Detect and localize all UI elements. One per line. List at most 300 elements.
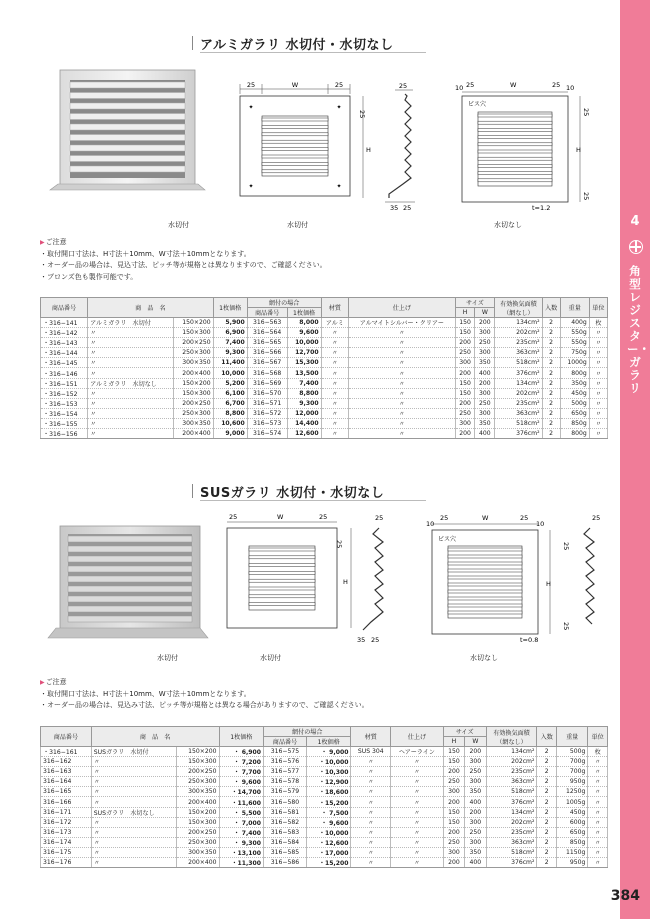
- table-cell: 316−574: [247, 429, 287, 439]
- table-cell: 2: [542, 408, 560, 418]
- col-name: 商 品 名: [88, 298, 214, 318]
- table-cell: ・18,600: [306, 787, 351, 797]
- table-cell: 316−570: [247, 388, 287, 398]
- table-cell: 450g: [556, 807, 587, 817]
- table-row: [41, 827, 608, 837]
- table-cell: 〃: [391, 767, 444, 777]
- table-cell: 〃: [351, 767, 391, 777]
- table-cell: 316−569: [247, 378, 287, 388]
- table-cell: 〃: [589, 348, 607, 358]
- table-cell: 134cm²: [495, 318, 542, 328]
- dim-25: 25: [246, 81, 256, 89]
- table-cell: 200×400: [173, 429, 213, 439]
- table-cell: ・15,200: [306, 797, 351, 807]
- table-cell: 〃: [588, 817, 608, 827]
- table-cell: 〃: [88, 338, 174, 348]
- table-cell: 6,900: [213, 328, 247, 338]
- table-cell: ・15,200: [306, 858, 351, 868]
- table-cell: 7,400: [287, 378, 321, 388]
- table-cell: 枚: [589, 318, 607, 328]
- table-cell: 300: [475, 408, 495, 418]
- table-cell: 〃: [588, 787, 608, 797]
- table-cell: 150: [455, 378, 475, 388]
- table-cell: 9,300: [287, 398, 321, 408]
- svg-text:25: 25: [562, 622, 570, 631]
- table-cell: 200: [455, 368, 475, 378]
- sus-drawing-front-no-drain: [420, 512, 600, 647]
- table-row: [41, 378, 608, 388]
- table-cell: 316−567: [247, 358, 287, 368]
- table-row: [41, 777, 608, 787]
- table-cell: 316−583: [264, 827, 307, 837]
- table-cell: 〃: [349, 408, 455, 418]
- table-cell: ・11,300: [219, 858, 264, 868]
- table-cell: ・316−145: [41, 358, 88, 368]
- table-cell: 〃: [588, 767, 608, 777]
- table-cell: ・316−141: [41, 318, 88, 328]
- table-cell: ・ 9,300: [219, 837, 264, 847]
- table-cell: 〃: [391, 797, 444, 807]
- table-cell: 〃: [321, 338, 349, 348]
- svg-text:35: 35: [357, 636, 366, 644]
- table-cell: 150×300: [173, 388, 213, 398]
- table-cell: 316−582: [264, 817, 307, 827]
- table-cell: 316−164: [41, 777, 92, 787]
- table-cell: 150×200: [173, 318, 213, 328]
- table-cell: 200: [455, 398, 475, 408]
- col-qty: 入数: [542, 298, 560, 318]
- table-cell: 2: [537, 827, 557, 837]
- table-cell: ・ 9,600: [219, 777, 264, 787]
- section2-rule: [200, 500, 426, 501]
- table-cell: 350: [475, 418, 495, 428]
- table-cell: 316−176: [41, 858, 92, 868]
- table-cell: 〃: [351, 837, 391, 847]
- table-cell: 〃: [91, 858, 176, 868]
- table-cell: 〃: [589, 378, 607, 388]
- table-cell: ・ 9,000: [306, 747, 351, 757]
- table-cell: 〃: [88, 429, 174, 439]
- table-cell: 600g: [556, 817, 587, 827]
- svg-text:W: W: [277, 513, 284, 521]
- table-cell: 〃: [91, 777, 176, 787]
- table-row: [41, 858, 608, 868]
- drawing-front-no-drain: [448, 80, 598, 215]
- table-cell: 300: [465, 817, 486, 827]
- table-cell: 200: [443, 858, 464, 868]
- note-line: ・オーダー品の場合は、見込み寸法、ピッチ等が規格とは異なる場合がありますので、ご確認ください。: [40, 701, 369, 709]
- table-cell: SUSガラリ 水切付: [91, 747, 176, 757]
- table-cell: 〃: [391, 827, 444, 837]
- table-cell: 300: [475, 328, 495, 338]
- table-cell: 316−162: [41, 757, 92, 767]
- table-cell: 〃: [589, 418, 607, 428]
- table-cell: 300: [465, 757, 486, 767]
- table-cell: 〃: [91, 797, 176, 807]
- svg-text:✦: ✦: [248, 104, 254, 111]
- table-cell: 150: [455, 318, 475, 328]
- dim-w: W: [291, 81, 299, 89]
- table-cell: 〃: [588, 777, 608, 787]
- table-cell: 400: [465, 858, 486, 868]
- table-cell: 150: [443, 817, 464, 827]
- svg-text:25: 25: [229, 513, 238, 521]
- table-cell: ・316−153: [41, 398, 88, 408]
- table-cell: 2: [537, 777, 557, 787]
- svg-text:25: 25: [562, 542, 570, 551]
- table-cell: 250×300: [173, 348, 213, 358]
- svg-text:t=0.8: t=0.8: [520, 636, 539, 644]
- table-cell: 200×250: [176, 767, 219, 777]
- table-cell: 8,000: [287, 318, 321, 328]
- table-cell: 〃: [321, 368, 349, 378]
- svg-text:25: 25: [582, 108, 590, 117]
- table-cell: 2: [542, 328, 560, 338]
- table-cell: 〃: [321, 388, 349, 398]
- table-cell: 〃: [349, 388, 455, 398]
- table-cell: 2: [542, 368, 560, 378]
- table-cell: 316−577: [264, 767, 307, 777]
- svg-text:10: 10: [536, 520, 545, 528]
- table-cell: 200: [465, 747, 486, 757]
- table-cell: 13,500: [287, 368, 321, 378]
- table-cell: ・316−155: [41, 418, 88, 428]
- table-cell: 〃: [88, 358, 174, 368]
- table-cell: 316−584: [264, 837, 307, 847]
- table-cell: 235cm²: [486, 827, 537, 837]
- dim-25: 25: [334, 81, 344, 89]
- table-cell: 〃: [588, 827, 608, 837]
- table-cell: 316−564: [247, 328, 287, 338]
- table-cell: 〃: [391, 787, 444, 797]
- table-cell: 2: [537, 747, 557, 757]
- table-cell: 14,400: [287, 418, 321, 428]
- table-cell: ・ 9,600: [306, 817, 351, 827]
- table-cell: 〃: [589, 358, 607, 368]
- table-cell: 500g: [556, 747, 587, 757]
- section1-title: アルミガラリ 水切付・水切なし: [200, 34, 420, 53]
- table-cell: 10,600: [213, 418, 247, 428]
- table-cell: 〃: [88, 398, 174, 408]
- table-cell: 〃: [588, 837, 608, 847]
- aluminum-spec-table: 商品番号 商 品 名 1枚価格 網付の場合 材質 仕上げ サイズ 有効換気面積 （網なし） 入数 重量 単位 商品番号 1枚価格 H W ・316−141 アルミガラリ 水切付 150×200 5,900 316−563 8,000 アルミ アルマイトシルバー・クリアー 150 200 134cm² 2 400g 枚 ・316−142 〃 150×300 6,900 316−564 9,600 〃 〃 150 300 202cm² 2 550g 〃 ・316−143 〃 200×250 7,400 316−565 10,000 〃 〃 200 250 235cm² 2 550g 〃 ・316−144 〃 250×300 9,300 316−566 12,700 〃 〃 250 300 363cm² 2 750g 〃 ・316−145 〃 300×350 11,400 316−567 15,300 〃 〃 300 350 518cm² 2 1000g 〃 ・316−146 〃 200×400 10,000 316−568 13,500 〃 〃 200 400 376cm² 2 800g 〃 ・316−151 アルミガラリ 水切なし 150×200 5,200 316−569 7,400 〃 〃 150 200 134cm² 2 350g 〃 ・316−152 〃 150×300 6,100 316−570 8,800 〃 〃 150 300 202cm² 2 450g 〃 ・316−153 〃 200×250 6,700 316−571 9,300 〃 〃 200 250 235cm² 2 500g 〃 ・316−154 〃 250×300 8,800 316−572 12,000 〃 〃 250 300 363cm² 2 650g 〃 ・316−155 〃 300×350 10,600 316−573 14,400 〃 〃 300 350 518cm² 2 850g 〃 ・316−156 〃 200×400 9,000 316−574 12,600 〃 〃 200 400 376cm² 2 800g 〃: [40, 297, 608, 439]
- table-cell: ・10,000: [306, 827, 351, 837]
- table-cell: 2: [537, 797, 557, 807]
- table-row: [41, 797, 608, 807]
- table-cell: 〃: [88, 388, 174, 398]
- table-cell: 6,700: [213, 398, 247, 408]
- table-cell: 200×250: [173, 338, 213, 348]
- table-cell: 350: [465, 787, 486, 797]
- table-cell: 150×300: [176, 817, 219, 827]
- table-cell: 200: [475, 318, 495, 328]
- table-cell: 150×300: [173, 328, 213, 338]
- svg-text:25: 25: [358, 110, 366, 119]
- table-cell: 200: [443, 767, 464, 777]
- table-cell: 12,700: [287, 348, 321, 358]
- table-cell: 〃: [589, 368, 607, 378]
- table-cell: 〃: [321, 418, 349, 428]
- table-cell: 〃: [589, 408, 607, 418]
- table-cell: 8,800: [287, 388, 321, 398]
- table-cell: 〃: [88, 368, 174, 378]
- table-cell: 300: [475, 388, 495, 398]
- table-cell: 2: [537, 757, 557, 767]
- table-cell: 1150g: [556, 847, 587, 857]
- table-row: [41, 338, 608, 348]
- table-cell: 〃: [351, 757, 391, 767]
- table-cell: 450g: [560, 388, 589, 398]
- table-cell: 〃: [351, 847, 391, 857]
- table-row: [41, 787, 608, 797]
- table-cell: 376cm²: [486, 797, 537, 807]
- table-cell: 316−573: [247, 418, 287, 428]
- table-cell: 12,000: [287, 408, 321, 418]
- table-cell: ・10,000: [306, 757, 351, 767]
- caption-2: 水切付: [287, 221, 308, 229]
- register-icon: [629, 240, 643, 254]
- table-cell: 〃: [391, 777, 444, 787]
- table-row: [41, 807, 608, 817]
- table-cell: 150×200: [176, 807, 219, 817]
- table-cell: 〃: [351, 797, 391, 807]
- table-cell: 235cm²: [495, 338, 542, 348]
- svg-text:H: H: [343, 578, 348, 586]
- table-cell: ・316−161: [41, 747, 92, 757]
- svg-text:ビス穴: ビス穴: [438, 536, 457, 543]
- col-price: 1枚価格: [213, 298, 247, 318]
- table-cell: 200: [465, 807, 486, 817]
- table-cell: ・316−156: [41, 429, 88, 439]
- table-cell: 300×350: [176, 847, 219, 857]
- table-cell: 2: [542, 348, 560, 358]
- note-line: ・ブロンズ色も製作可能です。: [40, 272, 138, 281]
- table-cell: 363cm²: [495, 348, 542, 358]
- table-cell: 300: [443, 787, 464, 797]
- table-cell: 316−172: [41, 817, 92, 827]
- table-cell: 250: [443, 777, 464, 787]
- table-row: [41, 429, 608, 439]
- table-cell: 202cm²: [486, 817, 537, 827]
- drawing-front-with-drain: [228, 80, 358, 215]
- table-cell: 250: [465, 767, 486, 777]
- table-cell: 5,200: [213, 378, 247, 388]
- table-cell: 316−575: [264, 747, 307, 757]
- svg-text:25: 25: [440, 514, 449, 522]
- table-row: [41, 767, 608, 777]
- table-cell: 〃: [351, 858, 391, 868]
- table-cell: 〃: [321, 348, 349, 358]
- table-cell: 316−174: [41, 837, 92, 847]
- table-cell: 202cm²: [486, 757, 537, 767]
- table-cell: 150×200: [176, 747, 219, 757]
- caption-1: 水切付: [168, 221, 189, 229]
- table-cell: 316−171: [41, 807, 92, 817]
- note-line: ・オーダー品の場合は、見込寸法、ピッチ等が規格とは異なりますので、ご確認ください。: [40, 261, 327, 269]
- table-cell: 〃: [391, 847, 444, 857]
- notes-heading: ▶ ご注意: [40, 677, 369, 689]
- table-cell: 550g: [560, 328, 589, 338]
- table-cell: 〃: [588, 757, 608, 767]
- table-cell: SUS 304: [351, 747, 391, 757]
- table-cell: ・12,900: [306, 777, 351, 787]
- table-cell: 350g: [560, 378, 589, 388]
- table-cell: 250: [475, 338, 495, 348]
- table-cell: 枚: [588, 747, 608, 757]
- table-cell: ・17,000: [306, 847, 351, 857]
- table-row: [41, 747, 608, 757]
- table-cell: 250×300: [176, 777, 219, 787]
- table-cell: アルマイトシルバー・クリアー: [349, 318, 455, 328]
- table-cell: 200×400: [176, 858, 219, 868]
- table-cell: 〃: [91, 837, 176, 847]
- section1-rule: [200, 52, 426, 53]
- table-cell: アルミガラリ 水切付: [88, 318, 174, 328]
- table-cell: 12,600: [287, 429, 321, 439]
- table-cell: 202cm²: [495, 388, 542, 398]
- table-row: [41, 398, 608, 408]
- table-cell: 150×200: [173, 378, 213, 388]
- table-cell: 1000g: [560, 358, 589, 368]
- table-cell: 134cm²: [486, 807, 537, 817]
- table-cell: 316−576: [264, 757, 307, 767]
- table-cell: 〃: [349, 378, 455, 388]
- table-cell: 〃: [91, 827, 176, 837]
- table-cell: 〃: [391, 757, 444, 767]
- table-cell: 〃: [88, 408, 174, 418]
- table-cell: 350: [475, 358, 495, 368]
- table-cell: 300×350: [173, 358, 213, 368]
- table-cell: 518cm²: [495, 358, 542, 368]
- table-cell: 6,100: [213, 388, 247, 398]
- aluminum-louver-photo: [50, 62, 210, 202]
- table-cell: 500g: [560, 398, 589, 408]
- table-cell: 200×250: [176, 827, 219, 837]
- table-cell: 202cm²: [495, 328, 542, 338]
- table-cell: 〃: [321, 398, 349, 408]
- table-cell: 316−586: [264, 858, 307, 868]
- svg-text:✦: ✦: [336, 183, 342, 190]
- col-finish: 仕上げ: [349, 298, 455, 318]
- table-cell: 5,900: [213, 318, 247, 328]
- notes-heading: ▶ ご注意: [40, 237, 327, 249]
- table-cell: 〃: [589, 328, 607, 338]
- sus-drawing-side-section: [335, 512, 413, 647]
- table-cell: 316−173: [41, 827, 92, 837]
- table-cell: 9,300: [213, 348, 247, 358]
- table-cell: 316−580: [264, 797, 307, 807]
- table-cell: 250: [443, 837, 464, 847]
- svg-text:10: 10: [566, 84, 575, 92]
- table-cell: 316−579: [264, 787, 307, 797]
- table-cell: ・316−146: [41, 368, 88, 378]
- table-cell: 〃: [589, 429, 607, 439]
- table-row: [41, 358, 608, 368]
- table-cell: 〃: [349, 338, 455, 348]
- table-cell: ・ 7,500: [306, 807, 351, 817]
- svg-text:25: 25: [335, 540, 343, 549]
- table-cell: 〃: [91, 847, 176, 857]
- svg-text:H: H: [576, 146, 581, 154]
- table-cell: 〃: [589, 398, 607, 408]
- table-cell: 300×350: [176, 787, 219, 797]
- svg-text:✦: ✦: [248, 183, 254, 190]
- table-cell: 2: [537, 807, 557, 817]
- table-cell: 〃: [321, 328, 349, 338]
- table-cell: 10,000: [287, 338, 321, 348]
- table-cell: 700g: [556, 757, 587, 767]
- note-line: ・取付開口寸法は、H寸法＋10mm、W寸法＋10mmとなります。: [40, 249, 251, 258]
- table-cell: 〃: [91, 817, 176, 827]
- table-cell: ・316−144: [41, 348, 88, 358]
- table-cell: 800g: [560, 429, 589, 439]
- table-cell: 〃: [349, 368, 455, 378]
- section1-notes: [40, 237, 327, 283]
- svg-text:✦: ✦: [336, 104, 342, 111]
- table-cell: 250: [455, 408, 475, 418]
- table-cell: 150: [455, 328, 475, 338]
- table-cell: 316−566: [247, 348, 287, 358]
- table-cell: 300: [455, 418, 475, 428]
- table-cell: 363cm²: [486, 777, 537, 787]
- table-cell: 376cm²: [486, 858, 537, 868]
- table-cell: 316−565: [247, 338, 287, 348]
- table-cell: 〃: [349, 398, 455, 408]
- table-cell: 316−572: [247, 408, 287, 418]
- table-cell: 15,300: [287, 358, 321, 368]
- table-cell: SUSガラリ 水切なし: [91, 807, 176, 817]
- table-cell: ・10,300: [306, 767, 351, 777]
- chapter-label: 角型レジスター・ガラリ: [627, 264, 650, 395]
- table-cell: 2: [537, 817, 557, 827]
- table-row: [41, 318, 608, 328]
- table-cell: ・ 6,900: [219, 747, 264, 757]
- table-cell: 9,600: [287, 328, 321, 338]
- table-cell: 〃: [588, 847, 608, 857]
- table-cell: 〃: [351, 787, 391, 797]
- table-cell: 316−175: [41, 847, 92, 857]
- table-cell: 〃: [321, 358, 349, 368]
- svg-text:25: 25: [520, 514, 529, 522]
- table-cell: 235cm²: [486, 767, 537, 777]
- table-cell: 950g: [556, 777, 587, 787]
- table-cell: 800g: [560, 368, 589, 378]
- table-cell: 〃: [589, 388, 607, 398]
- table-cell: 〃: [351, 817, 391, 827]
- table-cell: 300: [465, 777, 486, 787]
- table-cell: 2: [542, 338, 560, 348]
- svg-text:25: 25: [403, 204, 412, 212]
- table-row: [41, 757, 608, 767]
- table-cell: 134cm²: [495, 378, 542, 388]
- table-cell: 350: [465, 847, 486, 857]
- table-cell: 300: [465, 837, 486, 847]
- table-cell: 〃: [351, 777, 391, 787]
- table-cell: 316−585: [264, 847, 307, 857]
- table-cell: 〃: [391, 858, 444, 868]
- table-cell: ・14,700: [219, 787, 264, 797]
- table-cell: ・316−154: [41, 408, 88, 418]
- table-cell: 2: [537, 767, 557, 777]
- table-row: [41, 328, 608, 338]
- table-row: [41, 388, 608, 398]
- table-cell: 376cm²: [495, 429, 542, 439]
- col-material: 材質: [321, 298, 349, 318]
- table-cell: 2: [542, 388, 560, 398]
- table-cell: 10,000: [213, 368, 247, 378]
- sus-spec-table: 商品番号 商 品 名 1枚価格 網付の場合 材質 仕上げ サイズ 有効換気面積 （網なし） 入数 重量 単位 商品番号 1枚価格 H W ・316−161 SUSガラリ 水切付 150×200 ・ 6,900 316−575 ・ 9,000 SUS 304 ヘアーライン 150 200 134cm² 2 500g 枚 316−162 〃 150×300 ・ 7,200 316−576 ・10,000 〃 〃 150 300 202cm² 2 700g 〃 316−163 〃 200×250 ・ 7,700 316−577 ・10,300 〃 〃 200 250 235cm² 2 700g 〃 316−164 〃 250×300 ・ 9,600 316−578 ・12,900 〃 〃 250 300 363cm² 2 950g 〃 316−165 〃 300×350 ・14,700 316−579 ・18,600 〃 〃 300 350 518cm² 2 1250g 〃 316−166 〃 200×400 ・11,600 316−580 ・15,200 〃 〃 200 400 376cm² 2 1005g 〃 316−171 SUSガラリ 水切なし 150×200 ・ 5,500 316−581 ・ 7,500 〃 〃 150 200 134cm² 2 450g 〃 316−172 〃 150×300 ・ 7,000 316−582 ・ 9,600 〃 〃 150 300 202cm² 2 600g 〃 316−173 〃 200×250 ・ 7,400 316−583 ・10,000 〃 〃 200 250 235cm² 2 650g 〃 316−174 〃 250×300 ・ 9,300 316−584 ・12,600 〃 〃 250 300 363cm² 2 850g 〃 316−175 〃 300×350 ・13,100 316−585 ・17,000 〃 〃 300 350 518cm² 2 1150g 〃 316−176 〃 200×400 ・11,300 316−586 ・15,200 〃 〃 200 400 376cm² 2 950g 〃: [40, 726, 608, 868]
- table-row: [41, 837, 608, 847]
